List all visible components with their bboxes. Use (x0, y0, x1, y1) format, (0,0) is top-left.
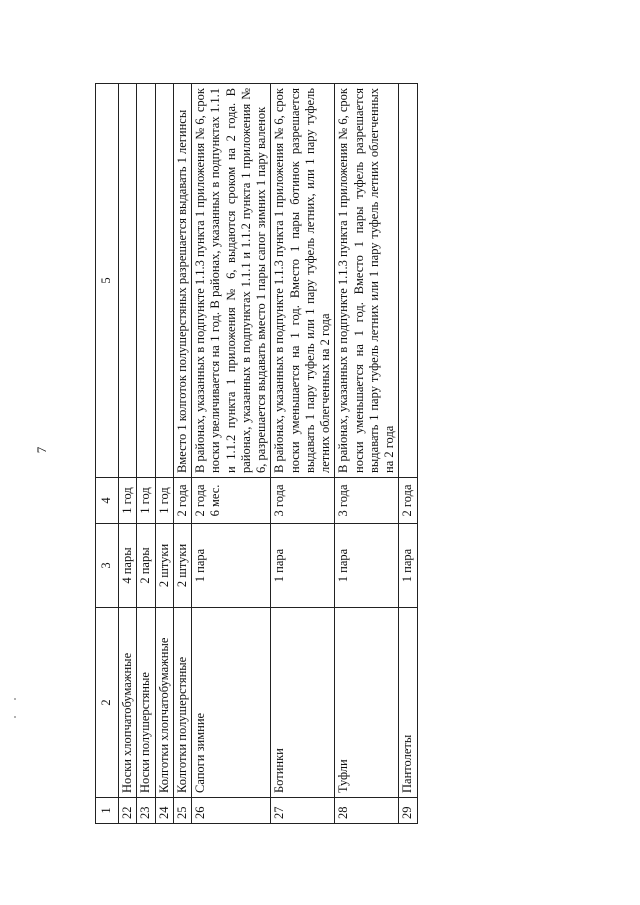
item-quantity: 2 штуки (155, 524, 173, 608)
table-row (271, 84, 335, 824)
header-col-3: 3 (96, 524, 119, 608)
table-row (155, 84, 173, 824)
item-name: Туфли (335, 608, 399, 798)
wear-term: 1 год (155, 478, 173, 524)
item-quantity: 4 пары (119, 524, 137, 608)
table-row (119, 84, 137, 824)
wear-term: 1 год (137, 478, 155, 524)
wear-term: 1 год (119, 478, 137, 524)
scan-dot (14, 716, 16, 718)
item-note: В районах, указанных в подпункте 1.1.3 пункта 1 приложения № 6, срок носки уменьшается на 1 год. Вместо 1 пары туфель разрешается выдавать 1 пару туфель летних или 1 пару туфель летних облегченных на 2 года (335, 84, 399, 478)
item-note: В районах, указанных в подпункте 1.1.3 пункта 1 приложения № 6, срок носки уменьшается на 1 год. Вместо 1 пары ботинок разрешается выдавать 1 пару туфель или 1 пару туфель летних, или 1 пару туфель летних облегченных на 2 года (271, 84, 335, 478)
table-row (335, 84, 399, 824)
header-col-4: 4 (96, 478, 119, 524)
header-col-2: 2 (96, 608, 119, 798)
row-number: 22 (119, 798, 137, 824)
item-name: Носки хлопчатобумажные (119, 608, 137, 798)
table-row (137, 84, 155, 824)
rotated-table-wrapper (95, 84, 545, 824)
table-row (173, 84, 191, 824)
row-number: 27 (271, 798, 335, 824)
item-quantity: 2 штуки (173, 524, 191, 608)
clothing-norms-table (95, 83, 418, 824)
table-row (399, 84, 417, 824)
item-note (137, 84, 155, 478)
item-note: Вместо 1 колготок полушерстяных разрешается выдавать 1 легинсы (173, 84, 191, 478)
item-note (399, 84, 417, 478)
item-name: Носки полушерстяные (137, 608, 155, 798)
table-header-row (96, 84, 119, 824)
wear-term: 2 года (173, 478, 191, 524)
item-note (155, 84, 173, 478)
row-number: 26 (192, 798, 271, 824)
item-name: Колготки хлопчатобумажные (155, 608, 173, 798)
row-number: 28 (335, 798, 399, 824)
item-name: Колготки полушерстяные (173, 608, 191, 798)
item-name: Ботинки (271, 608, 335, 798)
scan-dot (14, 698, 16, 700)
item-quantity: 1 пара (399, 524, 417, 608)
row-number: 24 (155, 798, 173, 824)
wear-term: 2 года 6 мес. (192, 478, 271, 524)
row-number: 25 (173, 798, 191, 824)
row-number: 29 (399, 798, 417, 824)
item-quantity: 1 пара (335, 524, 399, 608)
row-number: 23 (137, 798, 155, 824)
wear-term: 2 года (399, 478, 417, 524)
page-number: 7 (34, 446, 49, 454)
item-quantity: 1 пара (271, 524, 335, 608)
item-note: В районах, указанных в подпункте 1.1.3 пункта 1 приложения № 6, срок носки увеличивается на 1 год. В районах, указанных в подпунктах 1.1.1 и 1.1.2 пункта 1 приложения № 6, выдаются сроком на 2 года. В районах, указанных в подпунктах 1.1.1 и 1.1.2 пункта 1 приложения № 6, разрешается выдавать вместо 1 пары сапог зимних 1 пару валенок (192, 84, 271, 478)
header-col-1: 1 (96, 798, 119, 824)
wear-term: 3 года (335, 478, 399, 524)
item-note (119, 84, 137, 478)
wear-term: 3 года (271, 478, 335, 524)
item-name: Сапоги зимние (192, 608, 271, 798)
item-quantity: 1 пара (192, 524, 271, 608)
header-col-5: 5 (96, 84, 119, 478)
item-quantity: 2 пары (137, 524, 155, 608)
table-row (192, 84, 271, 824)
item-name: Пантолеты (399, 608, 417, 798)
